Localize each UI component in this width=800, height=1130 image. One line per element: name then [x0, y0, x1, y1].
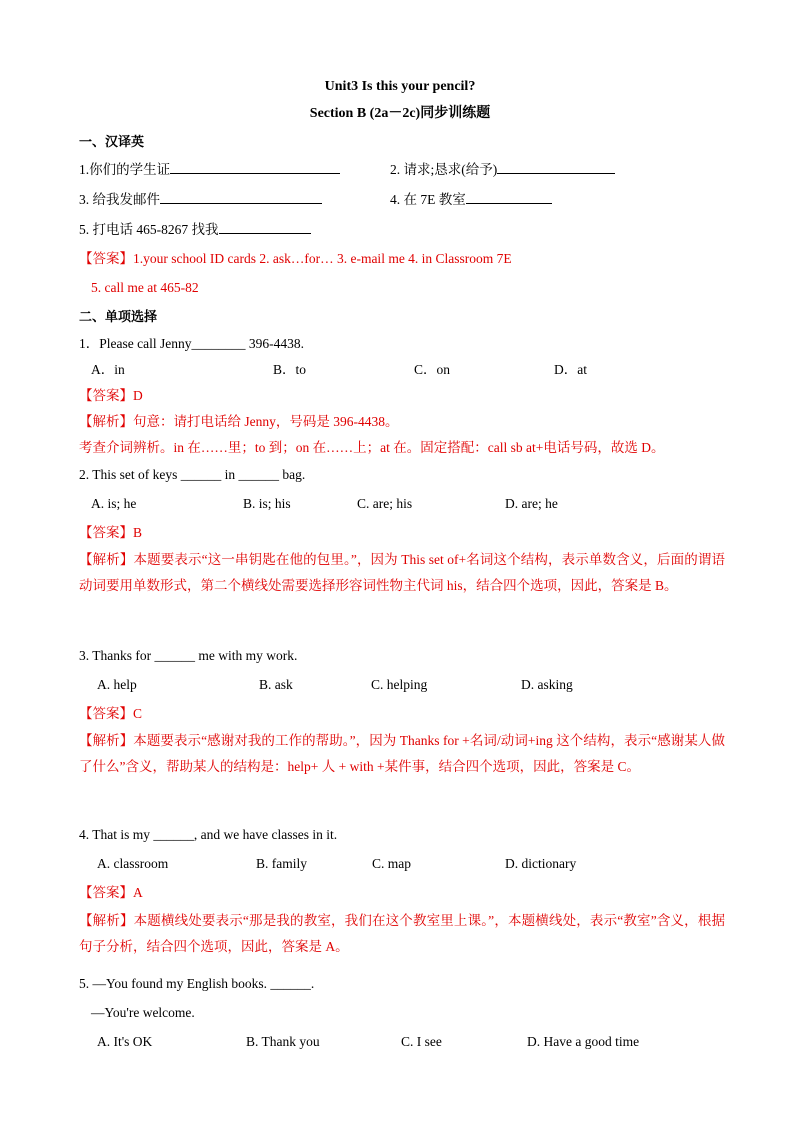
question-3-option-d: D. asking: [521, 677, 573, 692]
question-3-explanation: 【解析】本题要表示“感谢对我的工作的帮助。”，因为 Thanks for +名词/动词+ing 这个结构，表示“感谢某人做了什么”含义，帮助某人的结构是：help+ 人 + with +某件事，结合四个选项，因此，答案是 C。: [79, 733, 725, 774]
question-2-option-a: A. is; he: [91, 496, 137, 511]
translate-item-3: 3. 给我发邮件: [79, 191, 322, 209]
question-1-option-a: A．in: [91, 362, 125, 377]
question-1-option-b: B．to: [273, 362, 307, 377]
question-3-stem: 3. Thanks for ______ me with my work.: [79, 648, 298, 663]
question-5-option-b: B. Thank you: [246, 1034, 320, 1049]
question-5-response: —You're welcome.: [91, 1005, 195, 1020]
question-2-explanation: 【解析】本题要表示“这一串钥匙在他的包里。”，因为 This set of+名词这个结构，表示单数含义，后面的谓语动词要用单数形式，第二个横线处需要选择形容词性物主代词 his，结合四个选项，因此，答案是 B。: [79, 552, 725, 593]
question-3-option-c: C. helping: [371, 677, 428, 692]
section1-answer-line2: 5. call me at 465-82: [91, 280, 199, 295]
question-1-option-c: C．on: [414, 362, 451, 377]
section1-answer-line1: 【答案】1.your school ID cards 2. ask…for… 3. e-mail me 4. in Classroom 7E: [79, 251, 512, 266]
question-1-answer: 【答案】D: [79, 388, 143, 403]
question-2-option-d: D. are; he: [505, 496, 558, 511]
question-4-explanation: 【解析】本题横线处要表示“那是我的教室，我们在这个教室里上课。”，本题横线处，表示“教室”含义，根据句子分析，结合四个选项，因此，答案是 A。: [79, 913, 725, 954]
question-2-stem: 2. This set of keys ______ in ______ bag.: [79, 467, 306, 482]
answer-blank: [160, 191, 322, 204]
answer-blank: [219, 221, 311, 234]
question-5-option-a: A. It's OK: [97, 1034, 153, 1049]
question-2-option-b: B. is; his: [243, 496, 291, 511]
question-3-answer: 【答案】C: [79, 706, 143, 721]
question-1-stem: 1．Please call Jenny________ 396-4438.: [79, 336, 304, 351]
question-1-explanation-line2: 考查介词辨析。in 在……里；to 到；on 在……上；at 在。固定搭配：call sb at+电话号码，故选 D。: [79, 440, 665, 455]
question-4-option-d: D. dictionary: [505, 856, 577, 871]
question-4-option-b: B. family: [256, 856, 307, 871]
translate-item-2: 2. 请求;恳求(给予): [390, 161, 615, 179]
section1-heading: 一、汉译英: [79, 135, 145, 150]
question-4-stem: 4. That is my ______, and we have classes in it.: [79, 827, 338, 842]
translate-item-4: 4. 在 7E 教室: [390, 191, 552, 209]
translate-item-5: 5. 打电话 465-8267 找我: [79, 221, 311, 239]
question-2-answer: 【答案】B: [79, 525, 143, 540]
translate-item-1: 1.你们的学生证: [79, 161, 340, 179]
question-1-explanation-line1: 【解析】句意：请打电话给 Jenny，号码是 396-4438。: [79, 414, 399, 429]
question-2-option-c: C. are; his: [357, 496, 413, 511]
answer-blank: [466, 191, 552, 204]
question-4-option-c: C. map: [372, 856, 411, 871]
question-3-option-a: A. help: [97, 677, 137, 692]
document-subtitle: Section B (2a－2c)同步训练题: [309, 106, 491, 121]
question-5-stem: 5. —You found my English books. ______.: [79, 976, 315, 991]
question-5-option-d: D. Have a good time: [527, 1034, 640, 1049]
question-1-option-d: D．at: [554, 362, 587, 377]
document-title: Unit3 Is this your pencil?: [324, 79, 476, 94]
question-3-option-b: B. ask: [259, 677, 293, 692]
question-5-option-c: C. I see: [401, 1034, 442, 1049]
question-4-option-a: A. classroom: [97, 856, 169, 871]
answer-blank: [170, 161, 340, 174]
question-4-answer: 【答案】A: [79, 885, 143, 900]
section2-heading: 二、单项选择: [79, 310, 158, 325]
answer-blank: [497, 161, 615, 174]
